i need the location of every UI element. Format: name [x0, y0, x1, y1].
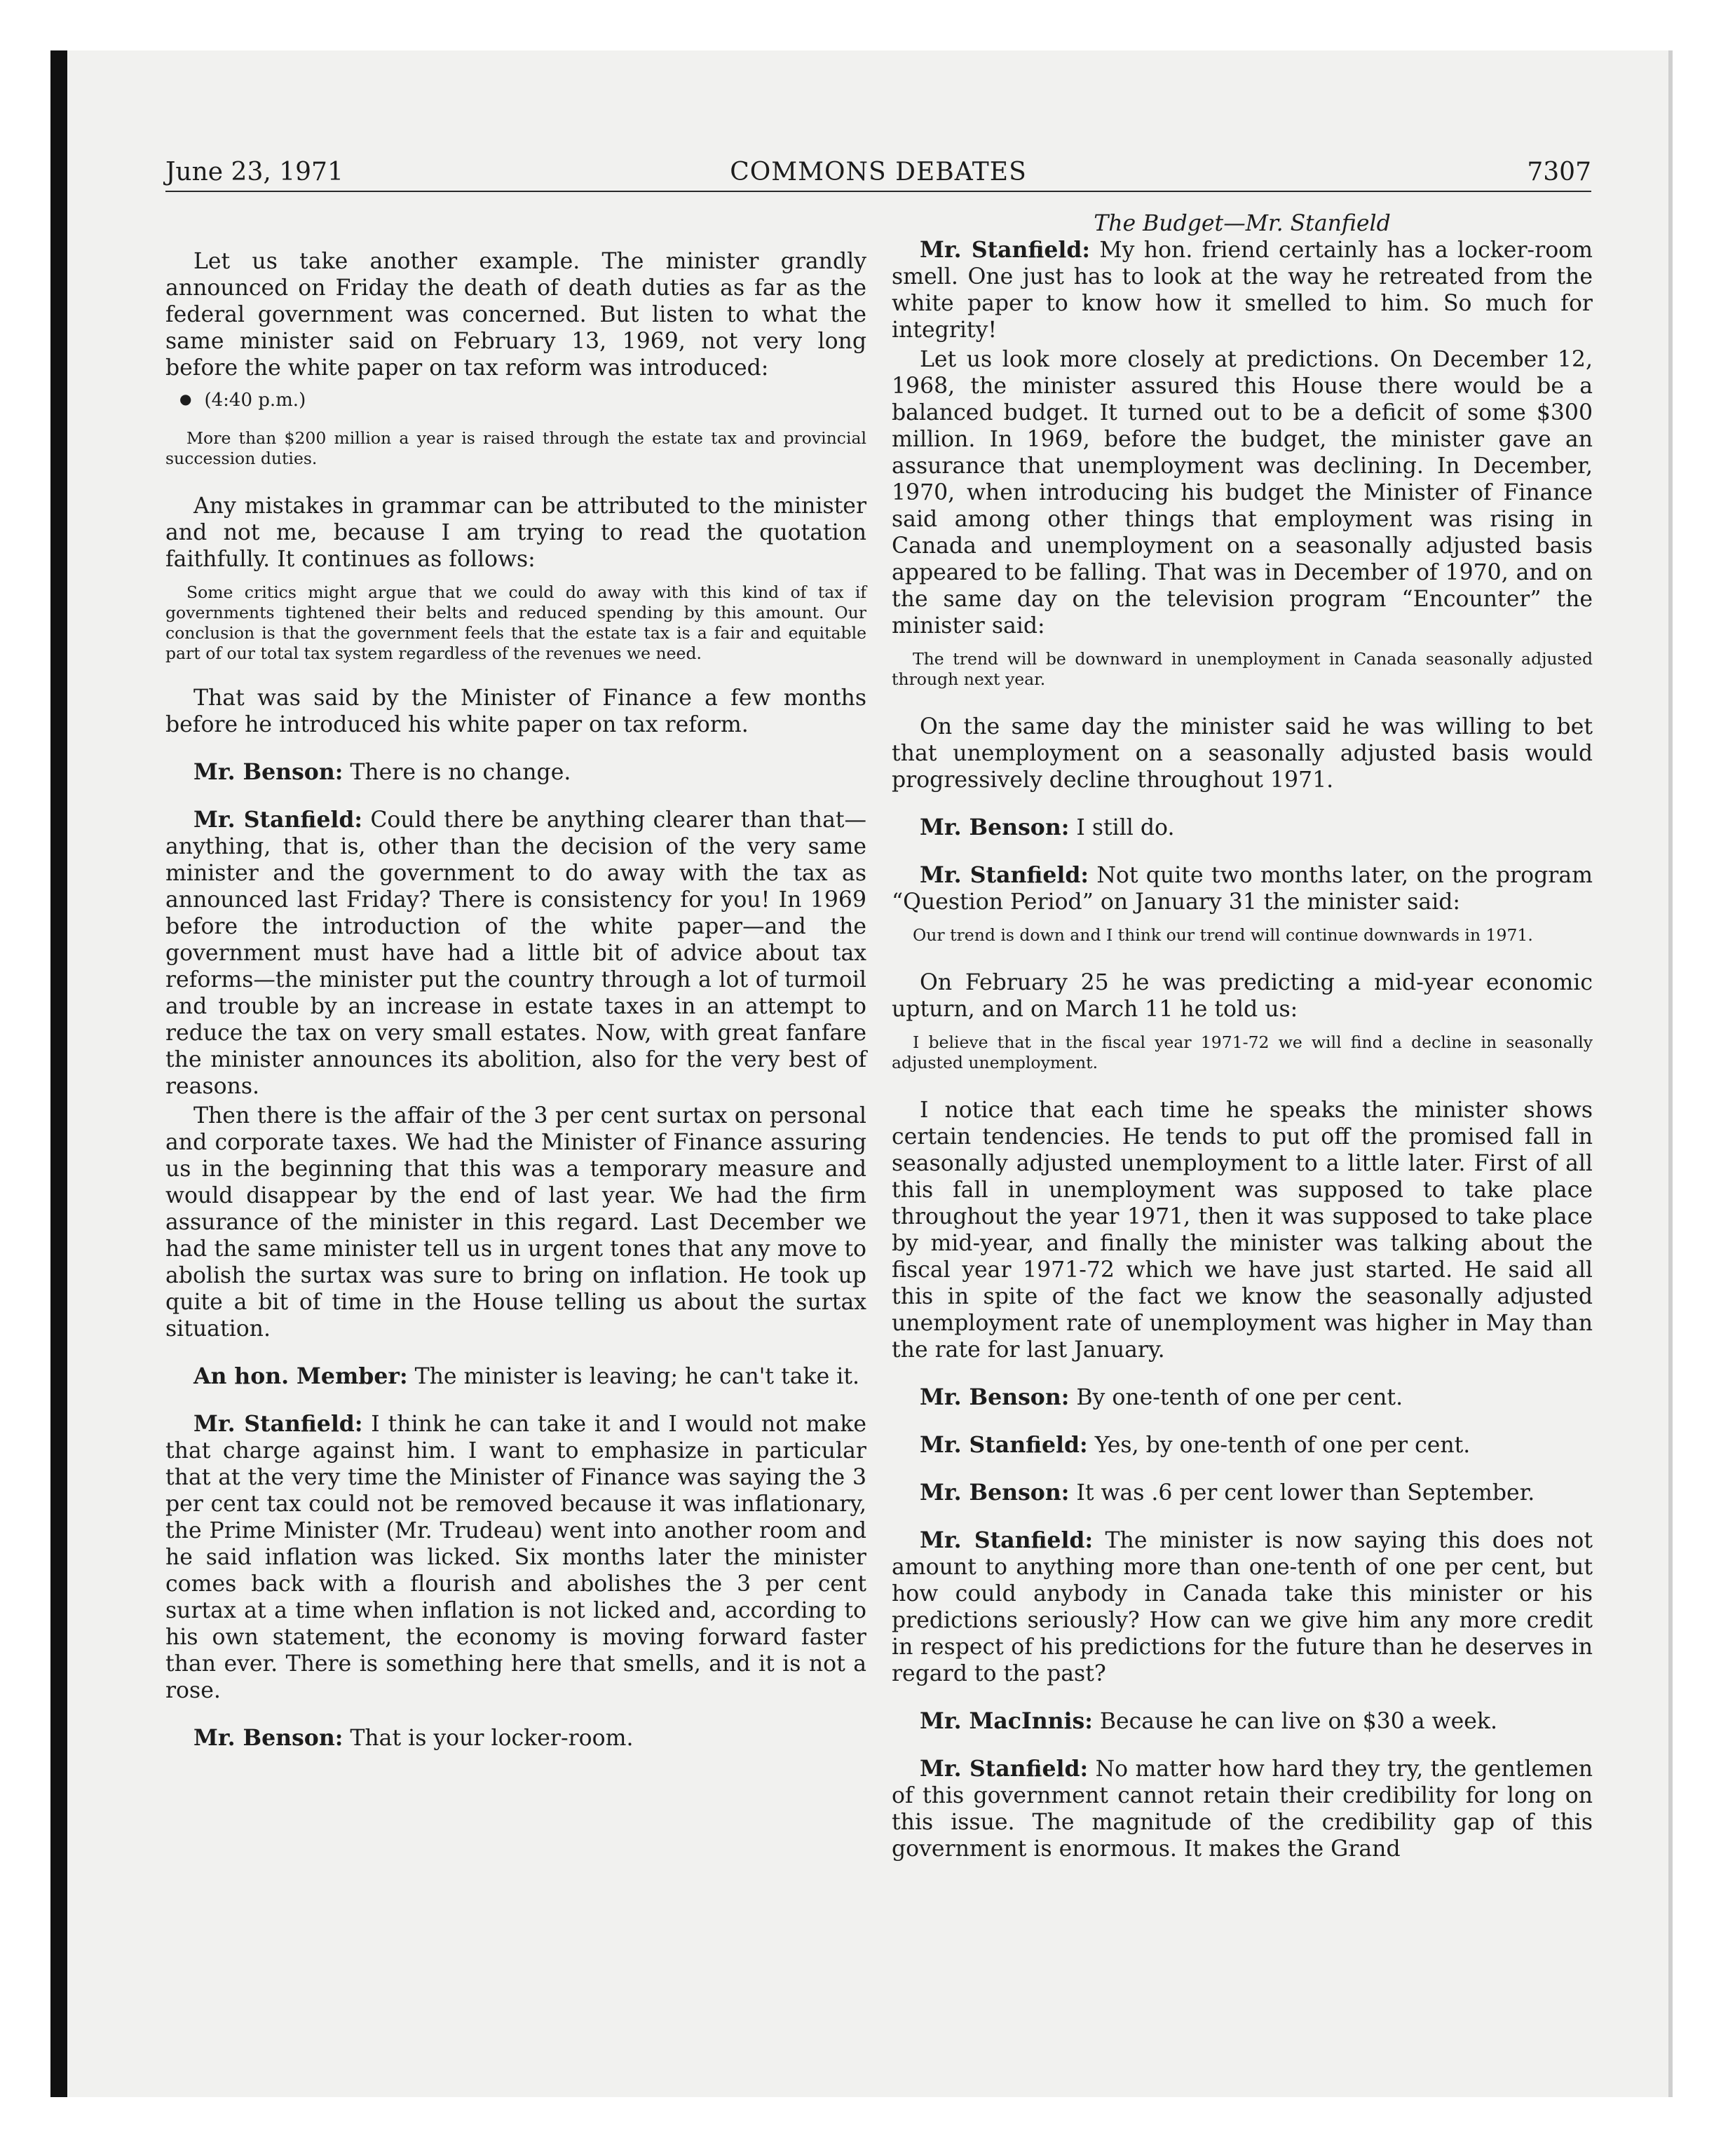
speech-text: Yes, by one-tenth of one per cent.: [1094, 1433, 1471, 1458]
speech: [165, 759, 866, 786]
speech: [892, 1480, 1593, 1506]
paragraph: Let us take another example. The minister grandly announced on Friday the death of death duties as far as the federal government was concerned. But listen to what the same minister said on February 13, 1969, not very long before the white paper on tax reform was introduced:: [165, 249, 866, 381]
speech: [165, 1363, 866, 1390]
speech-text: I still do.: [1076, 815, 1175, 840]
paragraph: I notice that each time he speaks the minister shows certain tendencies. He tends to put off the promised fall in seasonally adjusted unemployment to a little later. First of all this fall in unemployment was supposed to take place throughout the year 1971, then it was supposed to take place by mid-year, and finally the minister was talking about the fiscal year 1971-72 which we have just started. He said all this in spite of the fact we know the seasonally adjusted unemployment rate of unemployment was higher in May than the rate for last January.: [892, 1098, 1593, 1363]
speech-text: It was .6 per cent lower than September.: [1076, 1480, 1535, 1506]
right-column: [892, 210, 1593, 1865]
left-column: [165, 210, 866, 1754]
speaker-name: Mr. MacInnis:: [920, 1708, 1093, 1734]
time-stamp: [179, 387, 866, 414]
speaker-name: Mr. Benson:: [920, 1480, 1070, 1506]
speaker-name: Mr. Stanfield:: [920, 1527, 1094, 1553]
scan-border-right: [1668, 50, 1673, 2097]
speech: [892, 862, 1593, 915]
column-subheading: The Budget—Mr. Stanfield: [1094, 211, 1391, 236]
header-date: June 23, 1971: [165, 158, 343, 186]
quotation: The trend will be downward in unemployment in Canada seasonally adjusted through next year.: [892, 649, 1593, 689]
paragraph: On the same day the minister said he was willing to bet that unemployment on a seasonally adjusted basis would progressively decline throughout 1971.: [892, 714, 1593, 793]
speech: [892, 814, 1593, 841]
speech-text: My hon. friend certainly has a locker-room smell. One just has to look at the way he retreated from the white paper to know how it smelled to him. So much for integrity!: [892, 238, 1593, 343]
paragraph: Then there is the affair of the 3 per cent surtax on personal and corporate taxes. We had the Minister of Finance assuring us in the beginning that this was a temporary measure and would disappear by the end of last year. We had the firm assurance of the minister in this regard. Last December we had the same minister tell us in urgent tones that any move to abolish the surtax was sure to bring on inflation. He took up quite a bit of time in the House telling us about the surtax situation.: [165, 1103, 866, 1342]
speech-text: Not quite two months later, on the program “Question Period” on January 31 the minister said:: [892, 863, 1593, 915]
speech-text: There is no change.: [350, 760, 571, 785]
speech-text: Because he can live on $30 a week.: [1099, 1709, 1497, 1734]
speaker-name: Mr. Benson:: [193, 759, 343, 785]
header-journal-title: COMMONS DEBATES: [730, 158, 1027, 186]
speech-text: The minister is leaving; he can't take it.: [414, 1364, 860, 1389]
speech-text: I think he can take it and I would not make that charge against him. I want to emphasize in particular that at the very time the Minister of Finance was saying the 3 per cent tax could not be removed because it was inflationary, the Prime Minister (Mr. Trudeau) went into another room and he said inflation was licked. Six months later the minister comes back with a flourish and abolishes the 3 per cent surtax at a time when inflation is not licked and, according to his own statement, the economy is moving forward faster than ever. There is something here that smells, and it is not a rose.: [165, 1412, 866, 1703]
speaker-name: An hon. Member:: [193, 1363, 408, 1389]
quotation: More than $200 million a year is raised through the estate tax and provincial succession duties.: [165, 428, 866, 468]
speech-text: The minister is now saying this does not amount to anything more than one-tenth of one per cent, but how could anybody in Canada take this minister or his predictions seriously? How can we give him any more credit in respect of his predictions for the future than he deserves in regard to the past?: [892, 1528, 1593, 1686]
speech: [892, 1708, 1593, 1735]
speaker-name: Mr. Benson:: [920, 1384, 1070, 1410]
speech: [892, 237, 1593, 343]
speaker-name: Mr. Stanfield:: [193, 1411, 363, 1437]
speaker-name: Mr. Stanfield:: [920, 237, 1091, 263]
paragraph: Any mistakes in grammar can be attributed to the minister and not me, because I am trying to read the quotation faithfully. It continues as follows:: [165, 493, 866, 572]
speaker-name: Mr. Stanfield:: [920, 1756, 1089, 1782]
speech: [165, 1411, 866, 1704]
speech: [892, 1384, 1593, 1411]
speaker-name: Mr. Stanfield:: [920, 862, 1089, 888]
speaker-name: Mr. Stanfield:: [193, 807, 362, 833]
speech: [892, 1527, 1593, 1687]
paragraph: Let us look more closely at predictions. On December 12, 1968, the minister assured this House there would be a balanced budget. It turned out to be a deficit of some $300 million. In 1969, before the budget, the minister gave an assurance that unemployment was declining. In December, 1970, when introducing his budget the Minister of Finance said among other things that employment was rising in Canada and unemployment on a seasonally adjusted basis appeared to be falling. That was in December of 1970, and on the same day on the television program “Encounter” the minister said:: [892, 347, 1593, 639]
speech: [892, 1432, 1593, 1459]
speech-text: No matter how hard they try, the gentlemen of this government cannot retain their credibility for long on this issue. The magnitude of the credibility gap of this government is enormous. It makes the Grand: [892, 1756, 1593, 1862]
speaker-name: Mr. Benson:: [920, 814, 1070, 840]
time-stamp-text: (4:40 p.m.): [204, 390, 306, 411]
speech: [892, 1756, 1593, 1862]
speech: [165, 807, 866, 1100]
speaker-name: Mr. Stanfield:: [920, 1432, 1088, 1458]
speech-text: Could there be anything clearer than that—anything, that is, other than the decision of the very same minister and the government to do away with the tax as announced last Friday? There is consistency for you! In 1969 before the introduction of the white paper—and the government must have had a little bit of advice about tax reforms—the minister put the country through a lot of turmoil and trouble by an increase in estate taxes in an attempt to reduce the tax on very small estates. Now, with great fanfare the minister announces its abolition, also for the very best of reasons.: [165, 807, 867, 1099]
quotation: Some critics might argue that we could do away with this kind of tax if governments tightened their belts and reduced spending by this amount. Our conclusion is that the government feels that the estate tax is a fair and equitable part of our total tax system regardless of the revenues we need.: [165, 582, 866, 663]
header-page-number: 7307: [1527, 158, 1591, 186]
quotation: I believe that in the fiscal year 1971-72 we will find a decline in seasonally adjusted unemployment.: [892, 1032, 1593, 1072]
speaker-name: Mr. Benson:: [193, 1725, 343, 1751]
bullet-icon: ●: [179, 390, 192, 407]
speech: [165, 1725, 866, 1752]
scan-border-left: [50, 50, 67, 2097]
running-header: [165, 149, 1591, 192]
speech-text: By one-tenth of one per cent.: [1076, 1385, 1403, 1410]
paragraph: On February 25 he was predicting a mid-year economic upturn, and on March 11 he told us:: [892, 970, 1593, 1022]
quotation: Our trend is down and I think our trend will continue downwards in 1971.: [913, 925, 1533, 945]
speech-text: That is your locker-room.: [350, 1726, 634, 1751]
paragraph: That was said by the Minister of Finance a few months before he introduced his white paper on tax reform.: [165, 685, 866, 737]
